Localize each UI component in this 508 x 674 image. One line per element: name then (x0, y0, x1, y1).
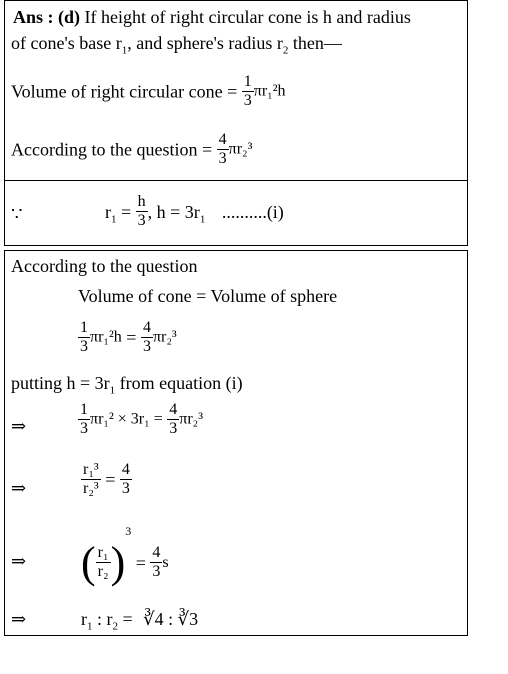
given-box (4, 180, 468, 246)
implies-icon: ⇒ (11, 551, 27, 571)
sphere-volume-line: According to the question = $\frac{4}{3}$ πr₂³ (11, 131, 253, 167)
equation-3: $\frac{\text{r₁³}}{\text{r₂³}}$ = $\frac{4}{3}$ (83, 461, 130, 497)
equation-ref: ..........(i) (221, 201, 284, 222)
putting-line: putting $h = 3r_1$ from equation (i) (11, 373, 243, 397)
intro-box (4, 0, 468, 181)
cone-volume-line: Volume of right circular cone = $\frac{1}{3}$ πr₁²h (11, 73, 286, 109)
implies-icon: ⇒ (11, 609, 27, 629)
solution-heading: According to the question (11, 256, 198, 276)
intro-line-2: of cone's base $r_1$, and sphere's radius $r_2$ then— (11, 33, 342, 57)
answer-label: Ans : (d) (13, 7, 81, 27)
fraction-four-thirds: $\frac{4}{3}$ (218, 131, 227, 167)
radius-relation: $r_1$ = $\frac{h}{3}$ , $h = 3r_1$ ..........(i) (105, 193, 284, 229)
sphere-formula: πr₂³ (228, 140, 253, 158)
equation-4: ( $\frac{\text{r₁}}{\text{r₂}}$ )$^3$ = $\frac{4}{3}$ s (81, 524, 169, 587)
solution-box (4, 250, 468, 636)
fraction-h-over-3: $\frac{h}{3}$ (137, 193, 146, 229)
equation-1: $\frac{1}{3}$ πr₁²h = $\frac{4}{3}$ πr₂³ (80, 319, 177, 355)
cone-formula: πr₁²h (253, 82, 286, 100)
equation-2: $\frac{1}{3}$ πr₁² × 3r₁ = $\frac{4}{3}$ πr₂³ (80, 401, 204, 437)
because-icon: ∵ (11, 204, 23, 224)
implies-icon: ⇒ (11, 416, 27, 436)
equality-statement: Volume of cone = Volume of sphere (78, 286, 338, 306)
fraction-one-third: $\frac{1}{3}$ (243, 73, 252, 109)
intro-line-1: Ans : (d) If height of right circular cone is h and radius (13, 7, 411, 27)
implies-icon: ⇒ (11, 478, 27, 498)
final-ratio: $r_1$ : $r_2$ = ∛4 : ∛3 (81, 609, 199, 633)
